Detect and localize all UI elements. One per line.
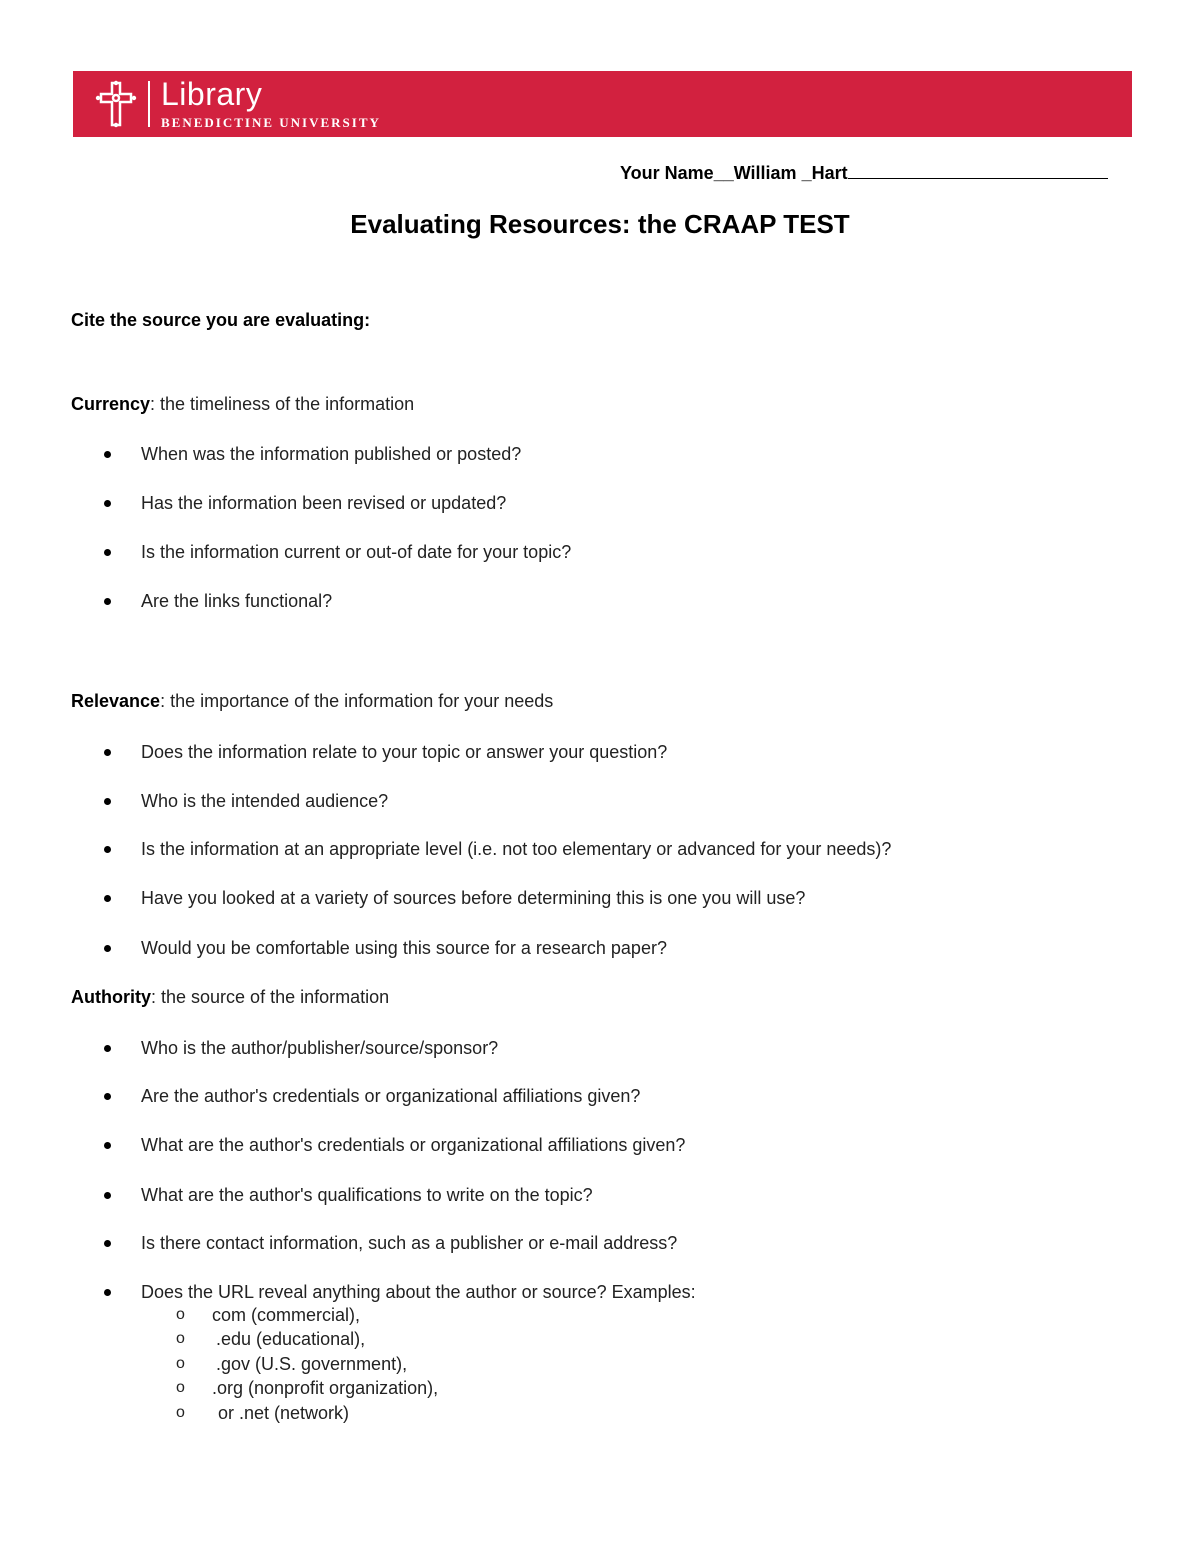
bullet-icon — [104, 895, 111, 902]
sub-bullet-marker: o — [176, 1355, 185, 1372]
section-heading-authority — [71, 986, 389, 1008]
benedictine-cross-icon — [95, 80, 137, 128]
sub-list-item: com (commercial), — [212, 1305, 361, 1325]
section-definition: : the source of the information — [151, 987, 390, 1007]
library-banner — [73, 71, 1132, 137]
bullet-icon — [104, 846, 111, 853]
sub-bullet-marker: o — [176, 1404, 185, 1421]
section-definition: : the importance of the information for your needs — [160, 691, 554, 711]
list-item: Is there contact information, such as a publisher or e-mail address? — [141, 1233, 678, 1253]
list-item: Is the information at an appropriate level (i.e. not too elementary or advanced for your needs)? — [141, 839, 892, 859]
sub-bullet-marker: o — [176, 1306, 185, 1323]
section-term: Currency — [71, 394, 151, 414]
sub-list-item: .gov (U.S. government), — [216, 1354, 408, 1374]
student-name-line — [620, 161, 1108, 184]
cite-source-prompt: Cite the source you are evaluating: — [71, 310, 371, 330]
name-blank-underline — [848, 161, 1108, 179]
section-heading-currency — [71, 393, 414, 415]
list-item: Has the information been revised or updated? — [141, 493, 507, 513]
section-term: Authority — [71, 987, 151, 1007]
section-heading-relevance — [71, 690, 553, 712]
sub-list-item: .org (nonprofit organization), — [212, 1378, 439, 1398]
list-item: Does the URL reveal anything about the author or source? Examples: — [141, 1282, 696, 1302]
list-item: Who is the author/publisher/source/sponsor? — [141, 1038, 499, 1058]
bullet-icon — [104, 1192, 111, 1199]
bullet-icon — [104, 749, 111, 756]
list-item: Is the information current or out-of date for your topic? — [141, 542, 572, 562]
list-item: Are the links functional? — [141, 591, 333, 611]
bullet-icon — [104, 945, 111, 952]
bullet-icon — [104, 1240, 111, 1247]
bullet-icon — [104, 1142, 111, 1149]
list-item: Would you be comfortable using this source for a research paper? — [141, 938, 667, 958]
logo-subtitle: BENEDICTINE UNIVERSITY — [161, 115, 381, 130]
list-item: When was the information published or posted? — [141, 444, 522, 464]
list-item: Have you looked at a variety of sources before determining this is one you will use? — [141, 888, 806, 908]
list-item: What are the author's qualifications to write on the topic? — [141, 1185, 593, 1205]
section-term: Relevance — [71, 691, 161, 711]
logo-wordmark: Library — [161, 76, 263, 112]
sub-list-item: or .net (network) — [218, 1403, 350, 1423]
list-item: Does the information relate to your topic or answer your question? — [141, 742, 668, 762]
bullet-icon — [104, 1045, 111, 1052]
bullet-icon — [104, 798, 111, 805]
bullet-icon — [104, 598, 111, 605]
sub-bullet-marker: o — [176, 1379, 185, 1396]
page-title: Evaluating Resources: the CRAAP TEST — [350, 209, 850, 239]
list-item: Are the author's credentials or organizational affiliations given? — [141, 1086, 641, 1106]
section-definition: : the timeliness of the information — [150, 394, 415, 414]
bullet-icon — [104, 1093, 111, 1100]
bullet-icon — [104, 549, 111, 556]
bullet-icon — [104, 500, 111, 507]
bullet-icon — [104, 1289, 111, 1296]
list-item: What are the author's credentials or organizational affiliations given? — [141, 1135, 686, 1155]
logo-divider — [148, 81, 150, 127]
list-item: Who is the intended audience? — [141, 791, 389, 811]
sub-bullet-marker: o — [176, 1330, 185, 1347]
sub-list-item: .edu (educational), — [216, 1329, 366, 1349]
bullet-icon — [104, 451, 111, 458]
student-name-label: Your Name__William _Hart — [620, 163, 848, 183]
